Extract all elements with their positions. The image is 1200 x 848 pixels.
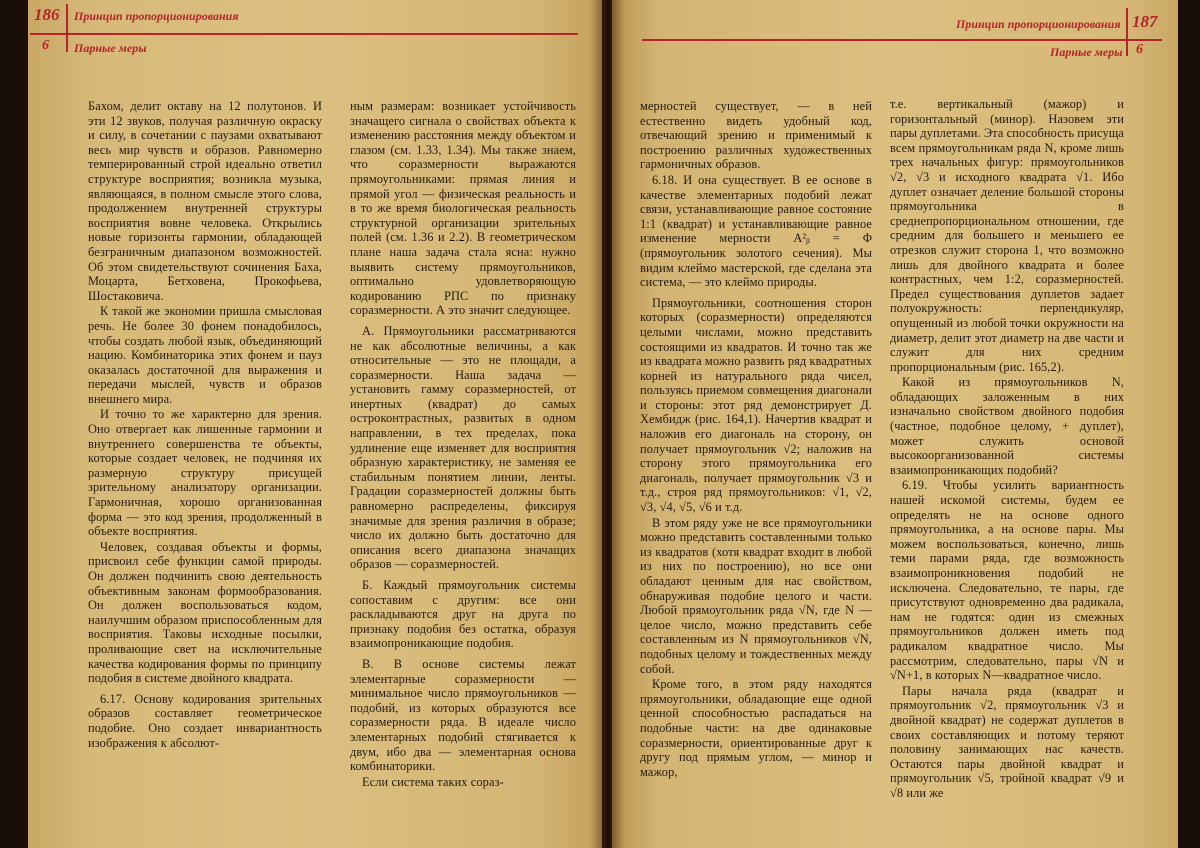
text-column-2 [890,97,1124,802]
paragraph: Кроме того, в этом ряду находятся прямоугольники, обладающие еще одной ценной способностью распадаться на подобные части: на две одинаковые соразмерности, ориентированные друг к другу под прямым углом, — минор и мажор, [640,677,872,779]
text-column-1 [640,99,872,780]
section-title: Парные меры [74,41,147,55]
book-gutter [590,0,624,848]
running-header: Принцип пропорционирования [956,17,1121,31]
chapter-number: 6 [1136,42,1143,57]
section-title: Парные меры [1050,45,1123,59]
running-header: Принцип пропорционирования [74,9,239,23]
paragraph: И точно то же характерно для зрения. Оно отвергает как лишенные гармонии и внутреннего совершенства те объекты, которые создает человек, не подчиняя их размерную структуру присущей зрительному анализатору организации. Гармоничная, хорошо организованная форма — это код зрения, продолженный в объекте восприятия. [88,407,322,539]
paragraph: ным размерам: возникает устойчивость значащего сигнала о свойствах объекта к изменению расстояния между объектом и глазом (см. 1.33, 1.34). Мы также знаем, что соразмерности выражаются прямоугольниками: прямая линия и прямой угол — физическая реальность и в то же время биологическая реальность структурной организации зрительных полей (см. 1.36 и 2.2). В геометрическом плане наша задача стала ясна: нужно выявить систему прямоугольников, оптимально удовлетворяющую кодированию РПС по признаку соразмерности. А это значит следующее. [350,99,576,318]
header-rule [30,33,578,35]
paragraph: Человек, создавая объекты и формы, присвоил себе функции самой природы. Он должен подчинить свою деятельность объективным законам формообразования. Он должен воспользоваться кодом, наилучшим образом приспособленным для восприятия. Таковы исходные посылки, проливающие свет на исключительные качества кодирования формы по принципу подобия в системе двойного квадрата. [88,539,322,686]
text-column-1 [88,99,322,751]
paragraph: 6.18. И она существует. В ее основе в качестве элементарных подобий лежат связи, устанавливающие равное состояние 1:1 (квадрат) и устанавливающие равное изменение мерности A²ᵦ = Φ (прямоугольник золотого сечения). Мы видим клеймо мастерской, где сделана эта система, — это клеймо природы. [640,172,872,290]
paragraph: Б. Каждый прямоугольник системы сопоставим с другим: все они раскладываются друг на друга по признаку подобия без остатка, образуя взаимопроникающие подобия. [350,578,576,651]
header-divider [66,4,68,52]
page-number: 187 [1132,12,1158,31]
paragraph: В. В основе системы лежат элементарные соразмерности — минимальное число прямоугольников — подобий, из которых образуются все соразмерности ряда. В идеале число элементарных подобий стягивается к двум, ибо два — элементарная основа комбинаторики. [350,656,576,774]
left-page [28,0,602,848]
paragraph: 6.17. Основу кодирования зрительных образов составляет геометрическое подобие. Оно создает инвариантность изображения к абсолют- [88,691,322,750]
paragraph: т.е. вертикальный (мажор) и горизонтальный (минор). Назовем эти пары дуплетами. Эта способность присуща всем прямоугольникам ряда N, кроме лишь трех начальных фигур: прямоугольников √2, √3 и исходного квадрата √1. Ибо дуплет означает деление большой стороны прямоугольника в среднепропорциональном отношении, где средним для большего и меньшего ее отрезков служит сторона 1, что возможно лишь для двойного квадрата и более контрастных, чем 1:2, соразмерностей. Предел существования дуплетов задает полуокружность: перпендикуляр, опущенный из любой точки окружности на диаметр, делит этот диаметр на две части и служит для них средним пропорциональным (рис. 165,2). [890,97,1124,374]
paragraph: Какой из прямоугольников N, обладающих заложенным в них изначально свойством двойного подобия (частное, подобное целому, + дуплет), может служить основой высокоорганизованной системы взаимопроникающих подобий? [890,375,1124,477]
text-column-2 [350,99,576,790]
paragraph: Пары начала ряда (квадрат и прямоугольник √2, прямоугольник √3 и двойной квадрат) не содержат дуплетов в своих составляющих и потому теряют половину занимающих нас качеств. Остаются пары двойной квадрат и прямоугольник √5, тройной квадрат √9 и √8 или же [890,683,1124,800]
paragraph: Если система таких сораз- [362,774,504,789]
right-page [612,0,1178,848]
paragraph: В этом ряду уже не все прямоугольники можно представить составленными только из квадратов (хотя квадрат входит в любой из них по построению), но все они обладают ценным для нас свойством, обнаруживая подобие целого и части. Любой прямоугольник ряда √N, где N — целое число, можно представить себе составленным из N прямоугольников √N, подобных целому и тождественных между собой. [640,515,872,676]
paragraph: К такой же экономии пришла смысловая речь. Не более 30 фонем понадобилось, чтобы создать любой язык, объединяющий нацию. Комбинаторика этих фонем и пауз оказалась достаточной для выражения и передачи мыслей, чувств и образов внешнего мира. [88,304,322,406]
chapter-number: 6 [42,38,49,53]
header-divider [1126,8,1128,56]
page-number: 186 [34,5,60,24]
paragraph: 6.19. Чтобы усилить вариантность нашей искомой системы, будем ее определять не на основе одного прямоугольника, а на основе пары. Мы можем воспользоваться, конечно, лишь теми парами ряда, где возможность взаимопроникновения подобий не исключена. Следовательно, те пары, где присутствуют одновременно два радикала, нам не годятся: один из смежных прямоугольников должен иметь под радикалом квадратное число. Мы рассмотрим, следовательно, пары √N и √N+1, в которых N—квадратное число. [890,478,1124,683]
paragraph: Бахом, делит октаву на 12 полутонов. И эти 12 звуков, получая различную окраску и силу, в сочетании с паузами охватывают весь мир чувств и образов. Равномерно темперированный строй идеально ответил структуре восприятия; возникла музыка, являющаяся, в полном смысле этого слова, продолжением внутренней структуры восприятия вовне человека. Открылись новые горизонты гармонии, обладающей безграничным диапазоном возможностей. Об этом свидетельствуют сочинения Баха, Моцарта, Бетховена, Прокофьева, Шостаковича. [88,99,322,303]
paragraph: Прямоугольники, соотношения сторон которых (соразмерности) определяются целыми числами, можно представить состоящими из квадратов. И точно так же из квадрата можно развить ряд квадратных корней из натурального ряда чисел, пользуясь приемом совмещения диагонали и стороны: этот ряд демонстрирует Д. Хембидж (рис. 164,1). Начертив квадрат и наложив его диагональ на сторону, он получает прямоугольник √2; наложив на сторону этого прямоугольника его диагональ, получает прямоугольник √3 и т.д., строя ряд прямоугольников: √1, √2, √3, √4, √5, √6 и т.д. [640,295,872,515]
header-rule [642,39,1162,41]
paragraph: мерностей существует, — в ней естественно видеть удобный код, отвечающий зрению и применимый к построению различных художественных гармоничных образов. [640,99,872,172]
paragraph: А. Прямоугольники рассматриваются не как абсолютные величины, а как относительные — это не площади, а соразмерности. Наша задача — установить гамму соразмерностей, от инертных (квадрат) до самых остроконтрастных, развитых в одном направлении, в тех пределах, пока удлинение еще изменяет для восприятия образную характеристику, не заменяя ее стабильным понятием линии, ленты. Градации соразмерностей должны быть равномерно распределены, фиксируя значимые для зрения различия в образе; число их должно быть достаточно для описания всего диапазона значащих образов — соразмерностей. [350,323,576,572]
